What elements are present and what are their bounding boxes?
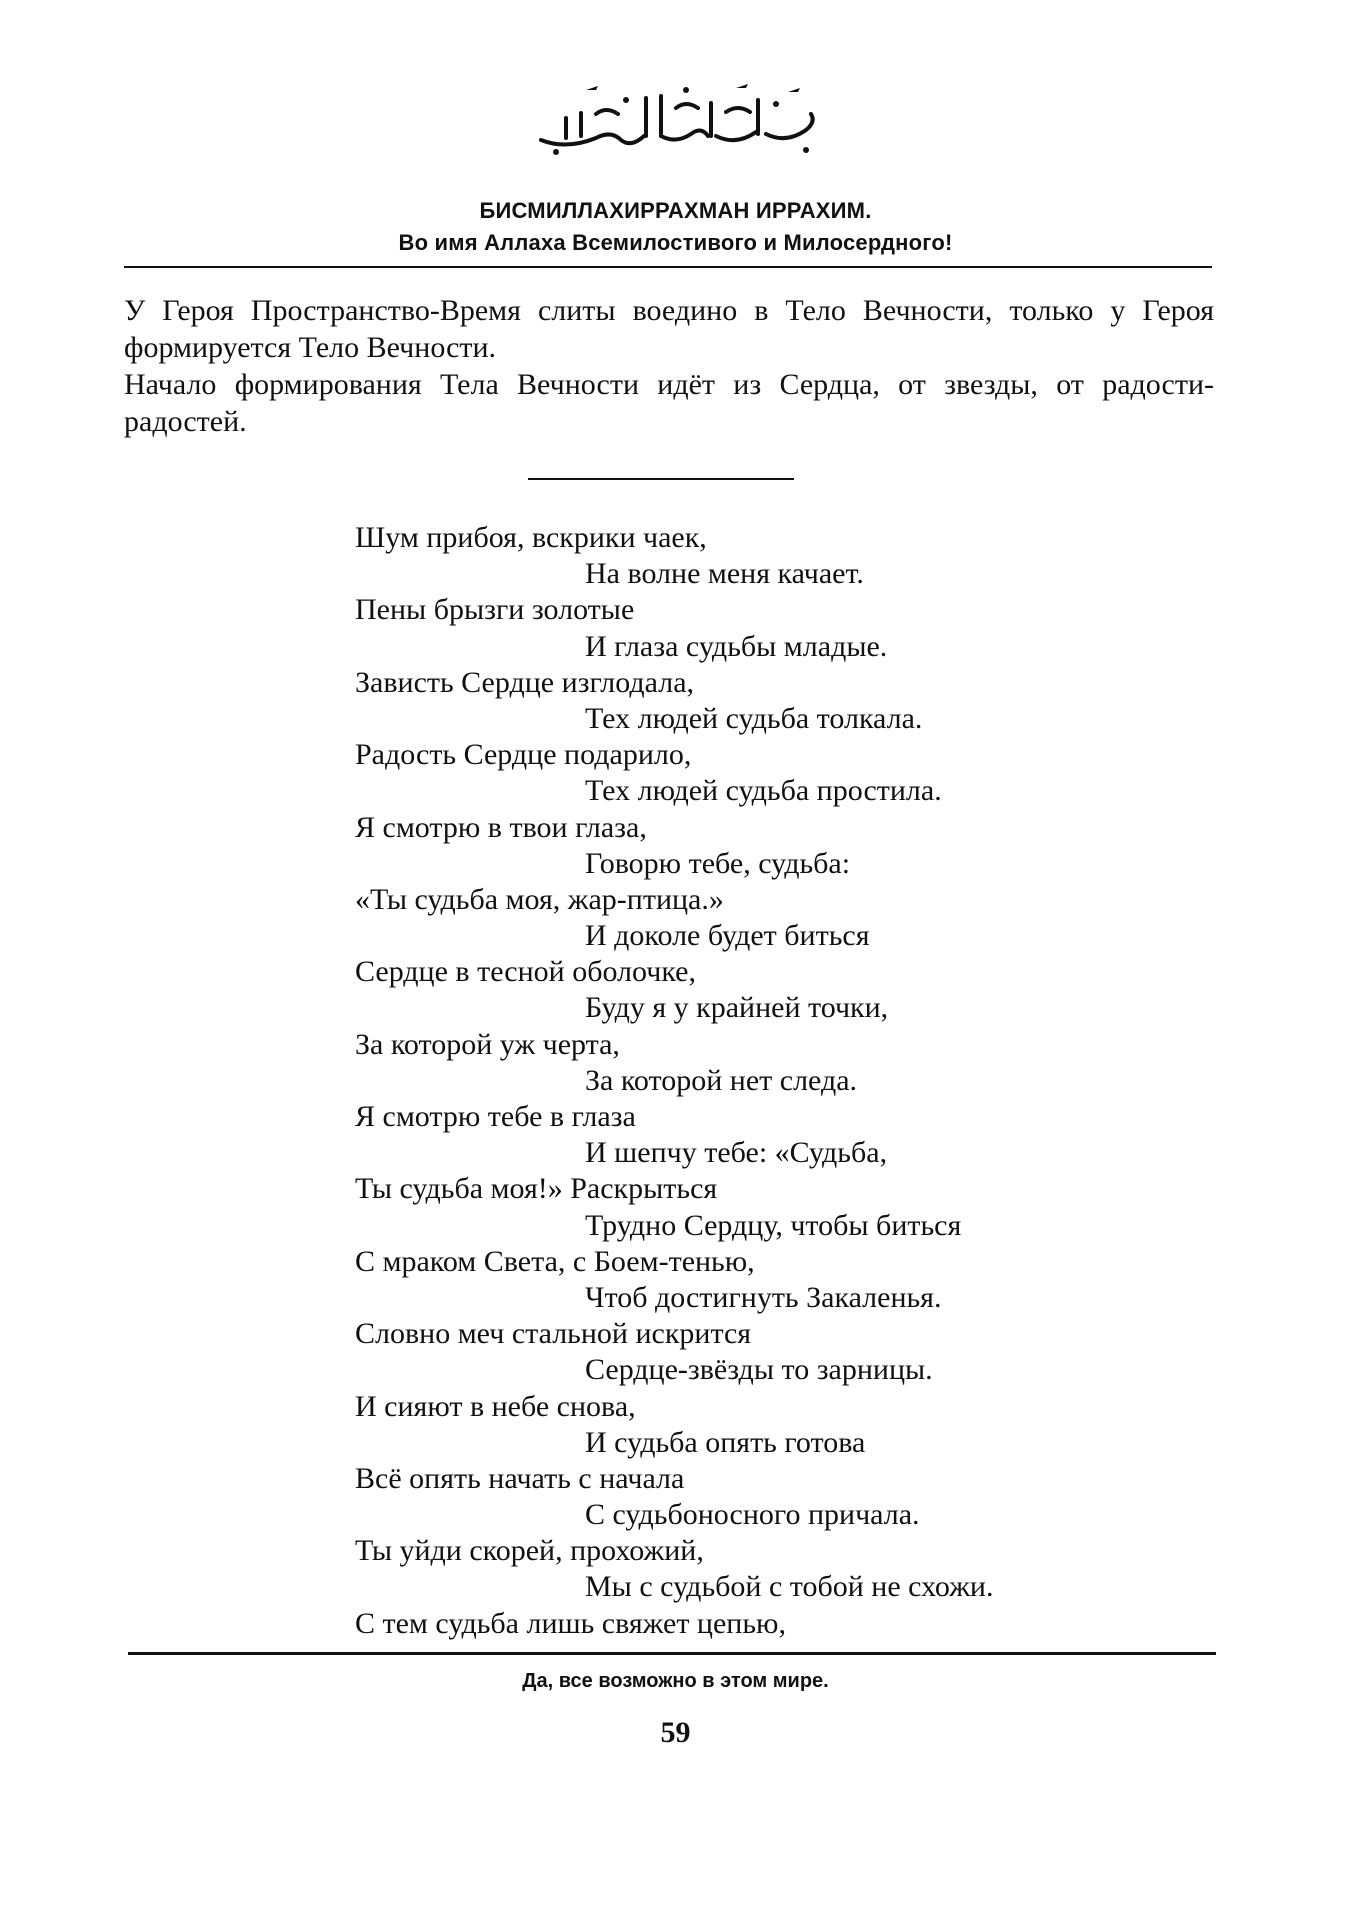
page-header-title: БИСМИЛЛАХИРРАХМАН ИРРАХИМ. xyxy=(479,198,872,223)
poem-line: Я смотрю тебе в глаза xyxy=(355,1100,636,1133)
poem-line: Говорю тебе, судьба: xyxy=(585,846,851,880)
intro-text xyxy=(124,292,1214,440)
poem-line: Пены брызги золотые xyxy=(355,593,635,627)
poem-line: Тех людей судьба толкала. xyxy=(585,701,923,735)
intro-paragraph: У Героя Пространство-Время слиты воедино в Тело Вечности, только у Героя формируется Тело Вечности. xyxy=(124,294,1214,364)
poem-line: Трудно Сердцу, чтобы биться xyxy=(585,1208,962,1242)
poem-line: Шум прибоя, вскрики чаек, xyxy=(355,521,707,554)
poem-line: Я смотрю в твои глаза, xyxy=(355,810,647,844)
page-header-subtitle: Во имя Аллаха Всемилостивого и Милосердного! xyxy=(398,230,953,255)
poem-line: Буду я у крайней точки, xyxy=(585,991,889,1025)
poem-line: Мы с судьбой с тобой не схожи. xyxy=(585,1570,994,1604)
section-divider xyxy=(528,478,794,480)
poem-line: Словно меч стальной искрится xyxy=(355,1317,752,1351)
poem-line: Сердце в тесной оболочке, xyxy=(355,955,696,989)
poem-line: Ты уйди скорей, прохожий, xyxy=(355,1534,704,1568)
footer-caption: Да, все возможно в этом мире. xyxy=(522,1670,829,1692)
poem-line: «Ты судьба моя, жар-птица.» xyxy=(355,882,724,916)
poem-line: И доколе будет биться xyxy=(585,919,870,953)
bismillah-calligraphy-icon xyxy=(0,78,1351,163)
poem-line: Всё опять начать с начала xyxy=(355,1461,685,1495)
page-number: 59 xyxy=(660,1716,691,1749)
header-divider xyxy=(124,266,1212,268)
poem-line: Ты судьба моя!» Раскрыться xyxy=(355,1172,718,1206)
poem-line: С судьбоносного причала. xyxy=(585,1498,920,1532)
poem xyxy=(355,520,1115,1642)
poem-line: С тем судьба лишь свяжет цепью, xyxy=(355,1606,786,1640)
poem-line: Зависть Сердце изглодала, xyxy=(355,665,695,699)
poem-line: С мраком Света, с Боем-тенью, xyxy=(355,1244,755,1278)
poem-line: Сердце-звёзды то зарницы. xyxy=(585,1353,933,1387)
poem-line: Тех людей судьба простила. xyxy=(585,774,942,808)
poem-line: Радость Сердце подарило, xyxy=(355,738,692,772)
poem-line: За которой уж черта, xyxy=(355,1027,620,1061)
poem-line: И судьба опять готова xyxy=(585,1425,866,1459)
poem-line: И глаза судьбы младые. xyxy=(585,629,888,663)
footer-divider xyxy=(128,1652,1216,1655)
poem-line: Чтоб достигнуть Закаленья. xyxy=(585,1280,942,1314)
bismillah-calligraphy-svg xyxy=(526,78,826,158)
poem-line: И сияют в небе снова, xyxy=(355,1389,636,1423)
poem-line: И шепчу тебе: «Судьба, xyxy=(585,1136,888,1170)
poem-line: На волне меня качает. xyxy=(585,557,864,591)
poem-line: За которой нет следа. xyxy=(585,1063,858,1097)
intro-paragraph: Начало формирования Тела Вечности идёт из Сердца, от звезды, от радости-радостей. xyxy=(124,368,1214,438)
